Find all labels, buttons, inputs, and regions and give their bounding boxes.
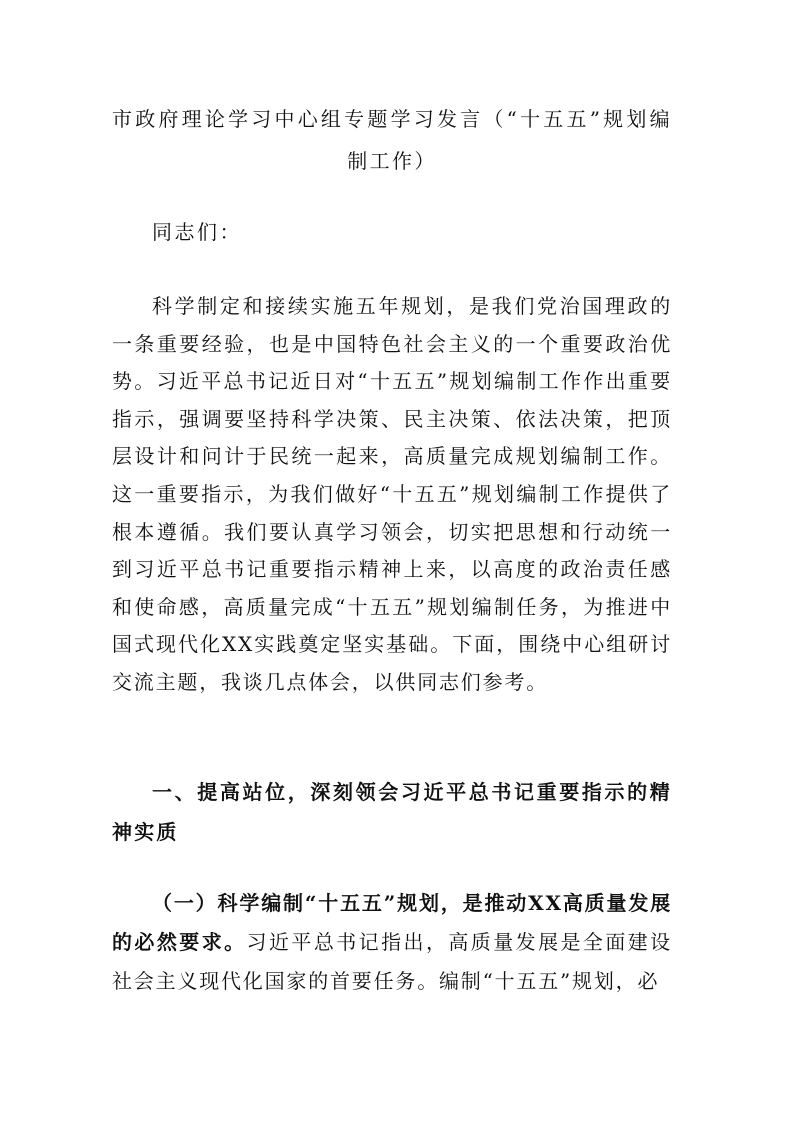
subsection-body-text-1: 习近平总书记指出，高质量发展是全面建设社会主义现代化国家的首要任务。编制“十五五”规划，必	[112, 930, 672, 993]
subsection-heading-1: （一）科学编制“十五五”规划，是推动XX高质量发展的必然要求。	[112, 891, 672, 954]
greeting: 同志们：	[152, 220, 242, 244]
body-paragraph-1: 科学制定和接续实施五年规划，是我们党治国理政的一条重要经验，也是中国特色社会主义的一个重要政治优势。习近平总书记近日对“十五五”规划编制工作作出重要指示，强调要坚持科学决策、民主决策、依法决策，把顶层设计和问计于民统一起来，高质量完成规划编制工作。这一重要指示，为我们做好“十五五”规划编制工作提供了根本遵循。我们要认真学习领会，切实把思想和行动统一到习近平总书记重要指示精神上来，以高度的政治责任感和使命感，高质量完成“十五五”规划编制任务，为推进中国式现代化XX实践奠定坚实基础。下面，围绕中心组研讨交流主题，我谈几点体会，以供同志们参考。	[112, 294, 672, 694]
document-title: 市政府理论学习中心组专题学习发言（“十五五”规划编制工作）	[112, 107, 672, 173]
section-heading-1: 一、提高站位，深刻领会习近平总书记重要指示的精神实质	[112, 780, 672, 844]
subsection-paragraph-1	[112, 884, 672, 1001]
